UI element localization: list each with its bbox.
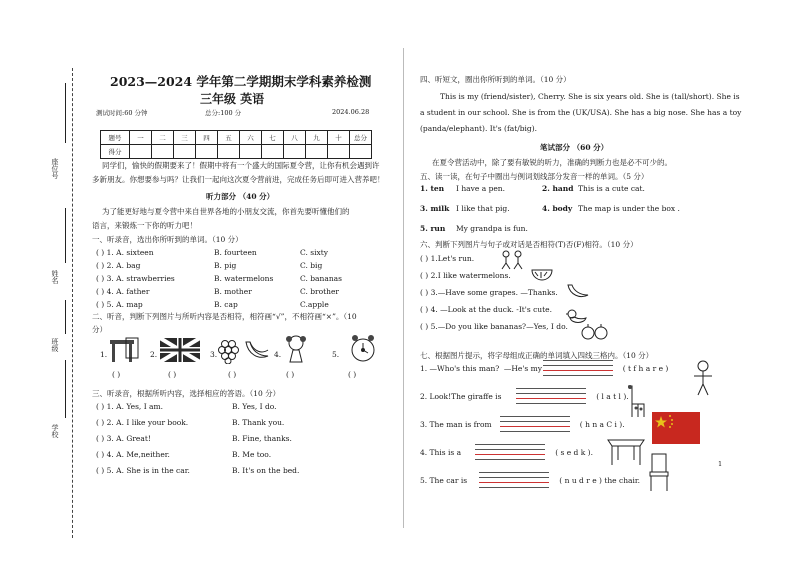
- intro-line-1: 同学们，愉快的假期要来了！假期中将有一个盛大的国际夏令营，让你有机会遇到许: [102, 161, 380, 170]
- cell: 八: [284, 131, 306, 145]
- name-label: 姓名: [51, 270, 59, 284]
- tf-question[interactable]: ( ) 1.Let's run.: [420, 254, 475, 263]
- listening-intro-2: 语言，来锻炼一下你的听力吧！: [92, 221, 197, 230]
- girl-icon: [284, 334, 308, 364]
- section1-title: 一、听录音，选出你所听到的单词。（10 分）: [92, 235, 243, 244]
- score-cell[interactable]: [306, 145, 328, 159]
- fill-prompt: 1. —Who's this man?: [420, 364, 500, 373]
- choice-question[interactable]: ( ) 4. A. father: [96, 287, 150, 296]
- section6-title: 六、判断下列图片与句子或对话是否相符(T)否(F)相符。（10 分）: [420, 240, 638, 249]
- example-word: 2. hand: [542, 184, 574, 193]
- score-cell[interactable]: [130, 145, 152, 159]
- pic-number-2: 2.: [150, 350, 158, 359]
- section4-title: 四、听短文，圈出你所听到的单词。（10 分）: [420, 75, 571, 84]
- scrambled-letters: ( h n a C i ).: [579, 420, 625, 429]
- man-icon: [690, 360, 716, 396]
- china-flag-icon: [652, 412, 700, 444]
- choice-question[interactable]: ( ) 5. A. map: [96, 300, 143, 309]
- pic-number-3: 3.: [210, 350, 218, 359]
- tf-question[interactable]: ( ) 2.I like watermelons.: [420, 271, 511, 280]
- written-heading: 笔试部分 （60 分）: [540, 143, 609, 152]
- scrambled-letters: ( n u d r e ) the chair.: [559, 476, 641, 485]
- choice-option-b: B. mother: [214, 287, 252, 296]
- choice-question[interactable]: ( ) 3. A. strawberries: [96, 274, 175, 283]
- score-cell[interactable]: [174, 145, 196, 159]
- listening-intro-1: 为了能更好地与夏令营中来自世界各地的小朋友交流，你首先要听懂他们的: [102, 207, 350, 216]
- choice-option-c: C.apple: [300, 300, 329, 309]
- clock-icon: [350, 334, 376, 364]
- fill-prompt: 2. Look!The giraffe is: [420, 392, 502, 401]
- cell: 一: [130, 131, 152, 145]
- watermelon-icon: [530, 266, 554, 284]
- cell: 三: [174, 131, 196, 145]
- response-question[interactable]: ( ) 4. A. Me,neither.: [96, 450, 170, 459]
- school-label: 学校: [51, 424, 59, 438]
- cell: 五: [218, 131, 240, 145]
- pic-number-4: 4.: [274, 350, 282, 359]
- four-line-grid[interactable]: [479, 472, 549, 488]
- desk-icon-2: [606, 434, 646, 466]
- choice-option-c: C. big: [300, 261, 323, 270]
- cell: 四: [196, 131, 218, 145]
- total-score: 总分:100 分: [205, 109, 242, 117]
- score-cell[interactable]: [218, 145, 240, 159]
- choice-question[interactable]: ( ) 1. A. sixteen: [96, 248, 154, 257]
- four-line-grid[interactable]: [516, 388, 586, 404]
- cell: 二: [152, 131, 174, 145]
- choice-option-c: C. brother: [300, 287, 340, 296]
- fill-prompt: 3. The man is from: [420, 420, 492, 429]
- seat-field-line: [65, 83, 66, 143]
- apples-icon: [580, 324, 610, 340]
- score-cell[interactable]: [262, 145, 284, 159]
- page-divider: [403, 48, 404, 528]
- response-option-b: B. Fine, thanks.: [232, 434, 292, 443]
- example-word: 5. run: [420, 224, 446, 233]
- banana-icon: [566, 283, 590, 301]
- cell: 九: [306, 131, 328, 145]
- school-field-line: [65, 360, 66, 418]
- choice-option-b: B. watermelons: [214, 274, 274, 283]
- choice-option-b: B. cap: [214, 300, 238, 309]
- choice-option-c: C. sixty: [300, 248, 328, 257]
- giraffe-icon: [622, 384, 648, 418]
- sentence[interactable]: The map is under the box .: [578, 204, 680, 213]
- sentence[interactable]: My grandpa is fun.: [456, 224, 528, 233]
- seat-label: 座位号: [51, 158, 59, 179]
- four-line-grid[interactable]: [500, 416, 570, 432]
- section5-title: 五、读一读，在句子中圈出与例词划线部分发音一样的单词。（5 分）: [420, 172, 649, 181]
- score-cell[interactable]: [328, 145, 350, 159]
- score-value-row: [101, 145, 372, 159]
- score-cell[interactable]: [152, 145, 174, 159]
- response-question[interactable]: ( ) 2. A. I like your book.: [96, 418, 189, 427]
- example-word: 3. milk: [420, 204, 450, 213]
- pic-answer-1[interactable]: ( ): [112, 370, 121, 379]
- score-cell[interactable]: [240, 145, 262, 159]
- response-option-b: B. It's on the bed.: [232, 466, 300, 475]
- section3-title: 三、听录音，根据所听内容，选择相应的答语。（10 分）: [92, 389, 281, 398]
- cell: 总分: [350, 131, 372, 145]
- section2-title: 二、听音，判断下列图片与所听内容是否相符，相符画“√”，不相符画“×”。（10: [92, 312, 357, 321]
- score-cell[interactable]: [350, 145, 372, 159]
- choice-question[interactable]: ( ) 2. A. bag: [96, 261, 141, 270]
- tf-question[interactable]: ( ) 5.—Do you like bananas?—Yes, I do.: [420, 322, 568, 331]
- section4-line-3: (panda/elephant). It's (fat/big).: [420, 124, 538, 133]
- response-question[interactable]: ( ) 1. A. Yes, I am.: [96, 402, 164, 411]
- intro-line-2: 多新朋友。你想要参与吗？让我们一起向这次夏令营前进，完成任务后即可进入营养吧！: [92, 175, 385, 184]
- response-question[interactable]: ( ) 5. A. She is in the car.: [96, 466, 190, 475]
- choice-option-b: B. fourteen: [214, 248, 257, 257]
- cell: 十: [328, 131, 350, 145]
- listening-heading: 听力部分 （40 分）: [206, 192, 275, 201]
- exam-date: 2024.06.28: [332, 108, 370, 116]
- scrambled-letters: ( t f h a r e ): [622, 364, 669, 373]
- pic-number-1: 1.: [100, 350, 108, 359]
- response-option-b: B. Me too.: [232, 450, 272, 459]
- scrambled-letters: ( s e d k ).: [555, 448, 593, 457]
- example-word: 1. ten: [420, 184, 445, 193]
- class-field-line: [65, 300, 66, 334]
- pic-answer-5[interactable]: ( ): [348, 370, 357, 379]
- four-line-grid[interactable]: [475, 444, 545, 460]
- response-option-b: B. Thank you.: [232, 418, 285, 427]
- running-kids-icon: [500, 250, 526, 270]
- cell: 得分: [101, 145, 130, 159]
- pic-answer-4[interactable]: ( ): [286, 370, 295, 379]
- choice-option-b: B. pig: [214, 261, 237, 270]
- cell: 七: [262, 131, 284, 145]
- four-line-grid[interactable]: [543, 360, 613, 376]
- choice-option-c: C. bananas: [300, 274, 342, 283]
- exam-title: 2023—2024 学年第二学期期末学科素养检测: [110, 74, 372, 89]
- section2-title-cont: 分）: [92, 325, 107, 334]
- pic-number-5: 5.: [332, 350, 340, 359]
- sentence[interactable]: This is a cute cat.: [578, 184, 645, 193]
- page-mark: 1: [718, 460, 723, 468]
- binding-line: [72, 68, 73, 538]
- exam-time: 测试时间:60 分钟: [96, 109, 148, 117]
- cell: 题号: [101, 131, 130, 145]
- fill-prompt: 5. The car is: [420, 476, 468, 485]
- bananas-icon: [242, 338, 270, 362]
- uk-flag-icon: [160, 338, 200, 362]
- desk-icon: [108, 336, 142, 364]
- grapes-icon: [218, 336, 240, 364]
- response-question[interactable]: ( ) 3. A. Great!: [96, 434, 151, 443]
- score-cell[interactable]: [284, 145, 306, 159]
- fill-prompt-mid: —He's my: [503, 364, 543, 373]
- section4-line-2: a student in our school. She is from the (UK/USA). She has a big nose. She has a toy: [420, 108, 742, 117]
- tf-question[interactable]: ( ) 4. —Look at the duck. -It's cute.: [420, 305, 552, 314]
- sentence[interactable]: I have a pen.: [456, 184, 506, 193]
- exam-page: [10, 8, 784, 551]
- exam-subtitle: 三年级 英语: [200, 92, 265, 106]
- fill-prompt: 4. This is a: [420, 448, 462, 457]
- written-intro: 在夏令营活动中，除了要有敏锐的听力，准确的判断力也是必不可少的。: [432, 158, 672, 167]
- pic-answer-3[interactable]: ( ): [228, 370, 237, 379]
- tf-question[interactable]: ( ) 3.—Have some grapes. —Thanks.: [420, 288, 558, 297]
- sentence[interactable]: I like that pig.: [456, 204, 510, 213]
- cell: 六: [240, 131, 262, 145]
- class-label: 班级: [51, 338, 59, 352]
- example-word: 4. body: [542, 204, 573, 213]
- score-cell[interactable]: [196, 145, 218, 159]
- section4-line-1: This is my (friend/sister), Cherry. She is six years old. She is (tall/short). She is: [440, 92, 740, 101]
- section7-title: 七、根据图片提示，将字母组成正确的单词填入四线三格内。（10 分）: [420, 351, 654, 360]
- score-header-row: [101, 131, 372, 145]
- response-option-b: B. Yes, I do.: [232, 402, 277, 411]
- scrambled-letters: ( l a t l ).: [596, 392, 629, 401]
- chair-icon: [646, 452, 672, 492]
- pic-answer-2[interactable]: ( ): [168, 370, 177, 379]
- score-table: [100, 130, 372, 159]
- name-field-line: [65, 208, 66, 263]
